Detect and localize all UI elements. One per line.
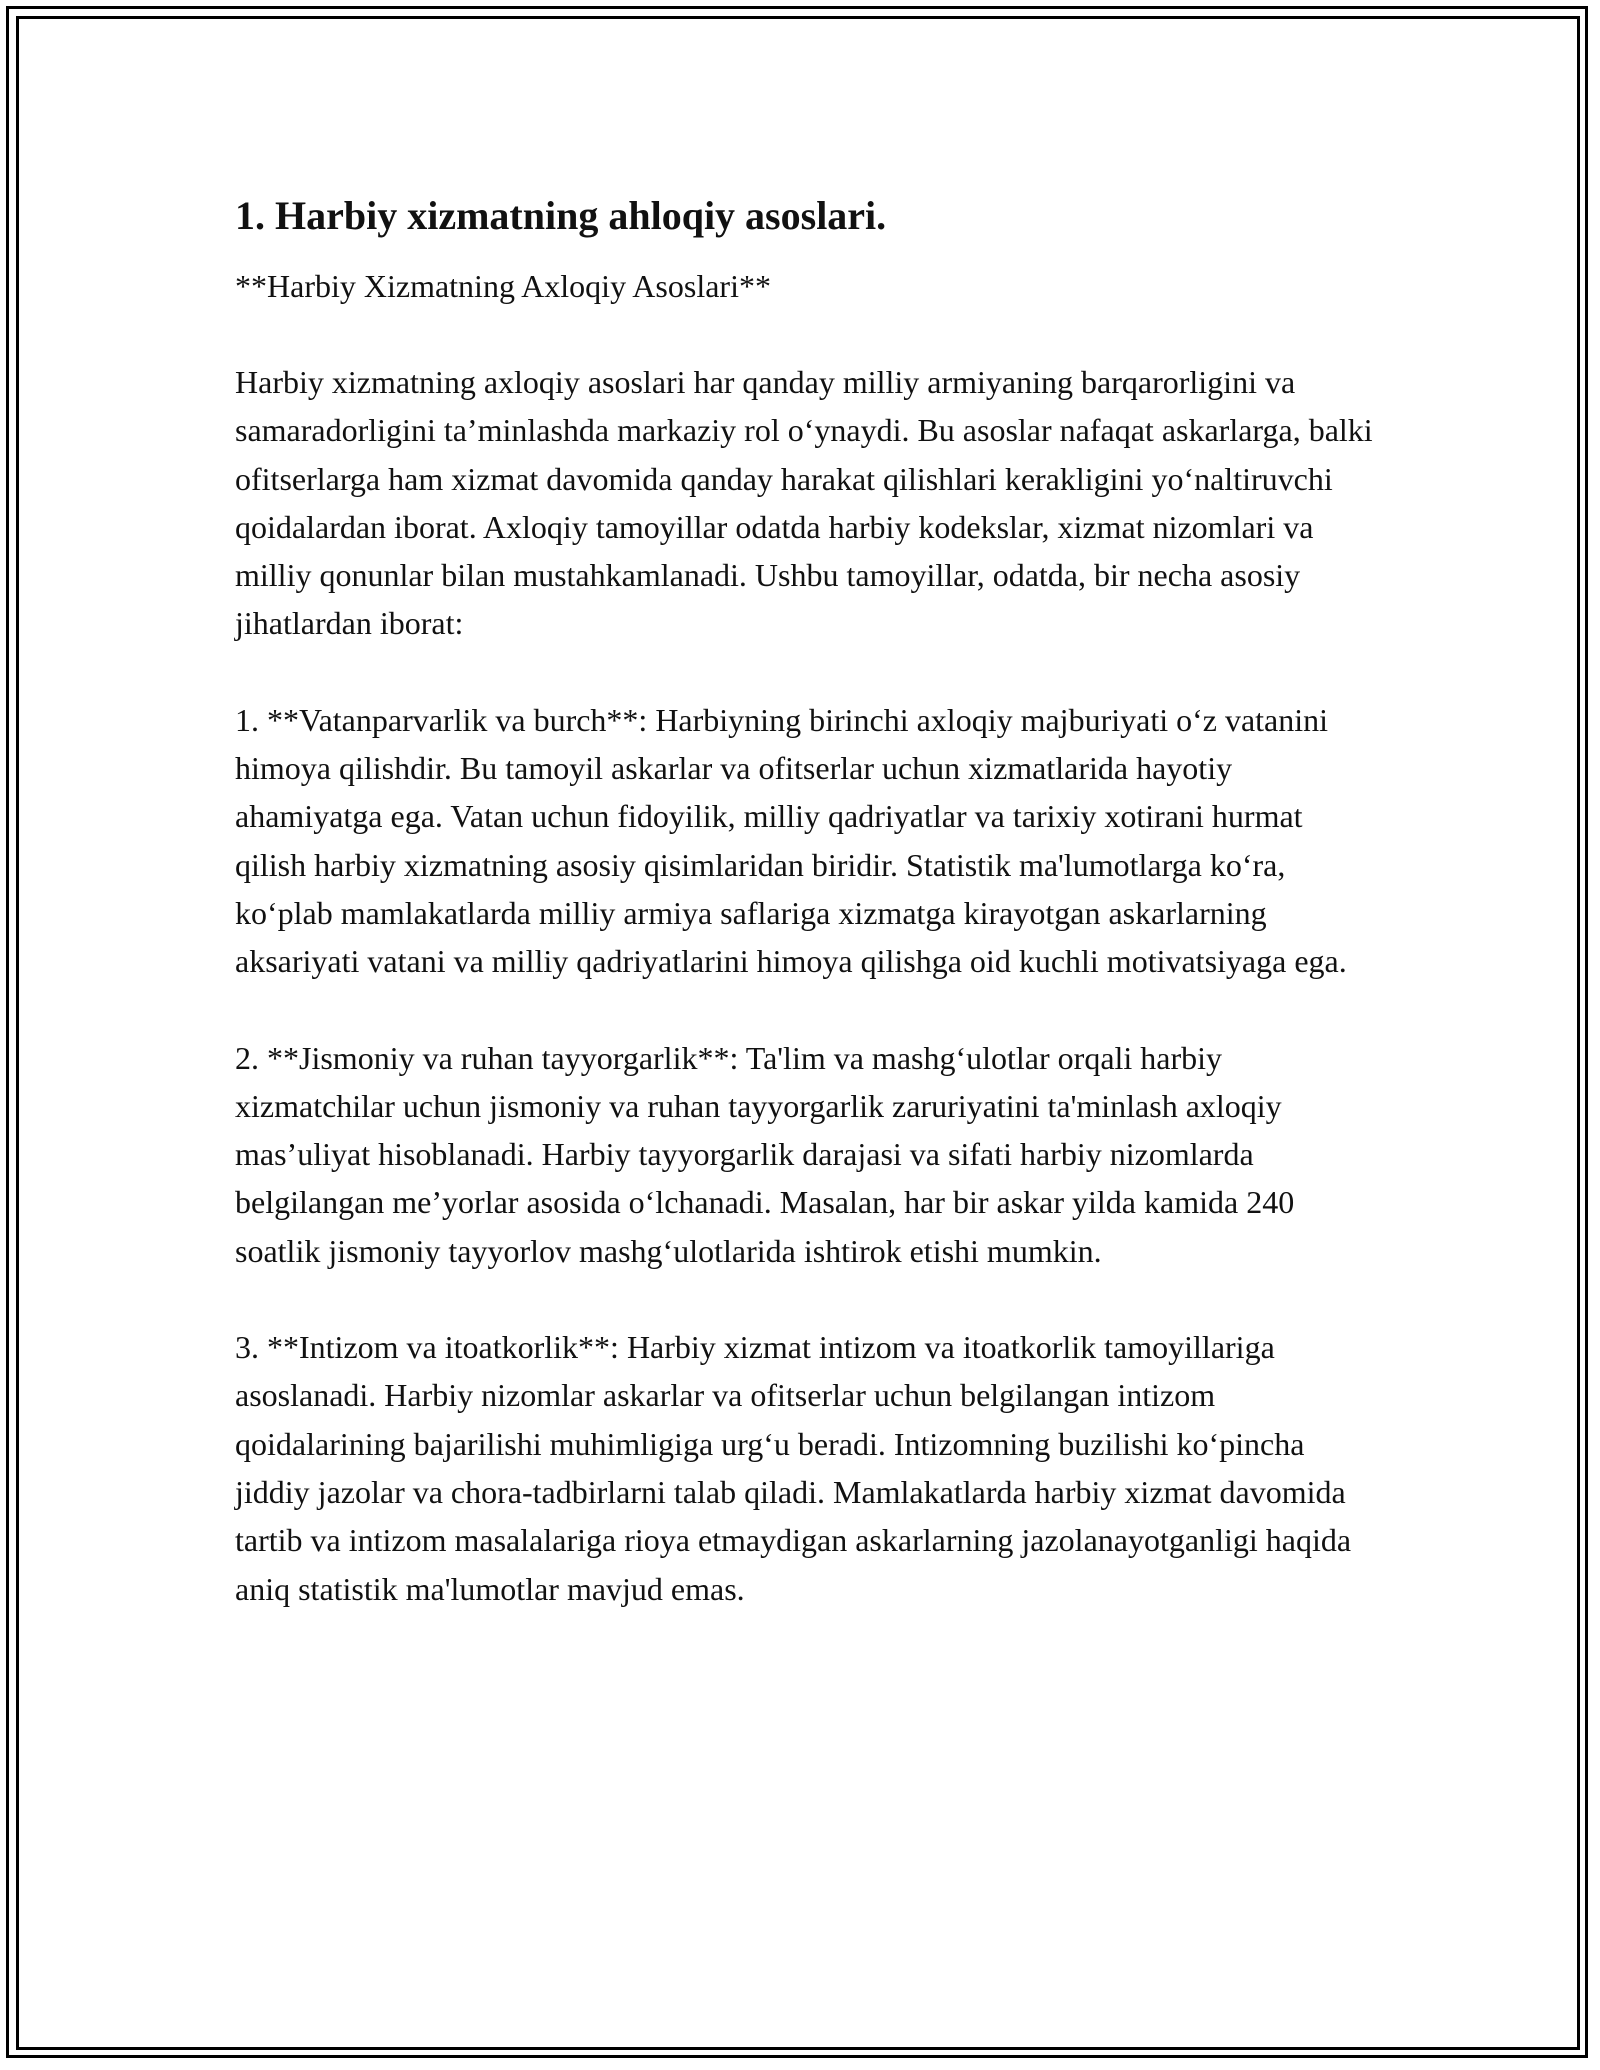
intro-paragraph: Harbiy xizmatning axloqiy asoslari har qanday milliy armiyaning barqarorligini va samaradorligini ta’minlashda markaziy rol o‘ynaydi. Bu asoslar nafaqat askarlarga, balki ofitserlarga ham xizmat davomida qanday harakat qilishlari kerakligini yo‘naltiruvchi qoidalardan iborat. Axloqiy tamoyillar odatda harbiy kodekslar, xizmat nizomlari va milliy qonunlar bilan mustahkamlanadi. Ushbu tamoyillar, odatda, bir necha asosiy jihatlardan iborat: [235,364,1373,642]
document-subtitle: **Harbiy Xizmatning Axloqiy Asoslari** [235,268,771,304]
document-body [235,188,1375,1661]
paragraph-vatanparvarlik: 1. **Vatanparvarlik va burch**: Harbiyning birinchi axloqiy majburiyati o‘z vatanini himoya qilishdir. Bu tamoyil askarlar va ofitserlar uchun xizmatlarida hayotiy ahamiyatga ega. Vatan uchun fidoyilik, milliy qadriyatlar va tarixiy xotirani hurmat qilish harbiy xizmatning asosiy qisimlaridan biridir. Statistik ma'lumotlarga ko‘ra, ko‘plab mamlakatlarda milliy armiya saflariga xizmatga kirayotgan askarlarning aksariyati vatani va milliy qadriyatlarini himoya qilishga oid kuchli motivatsiyaga ega. [235,701,1347,980]
paragraph-intizom: 3. **Intizom va itoatkorlik**: Harbiy xizmat intizom va itoatkorlik tamoyillariga asoslanadi. Harbiy nizomlar askarlar va ofitserlar uchun belgilangan intizom qoidalarining bajarilishi muhimligiga urg‘u beradi. Intizomning buzilishi ko‘pincha jiddiy jazolar va chora-tadbirlarni talab qiladi. Mamlakatlarda harbiy xizmat davomida tartib va intizom masalalariga rioya etmaydigan askarlarning jazolanayotganligi haqida aniq statistik ma'lumotlar mavjud emas. [235,1329,1352,1607]
document-title: 1. Harbiy xizmatning ahloqiy asoslari. [235,193,887,238]
paragraph-tayyorgarlik: 2. **Jismoniy va ruhan tayyorgarlik**: Ta'lim va mashg‘ulotlar orqali harbiy xizmatchilar uchun jismoniy va ruhan tayyorgarlik zaruriyatini ta'minlash axloqiy mas’uliyat hisoblanadi. Harbiy tayyorgarlik darajasi va sifati harbiy nizomlarda belgilangan me’yorlar asosida o‘lchanadi. Masalan, har bir askar yilda kamida 240 soatlik jismoniy tayyorlov mashg‘ulotlarida ishtirok etishi mumkin. [235,1039,1295,1269]
